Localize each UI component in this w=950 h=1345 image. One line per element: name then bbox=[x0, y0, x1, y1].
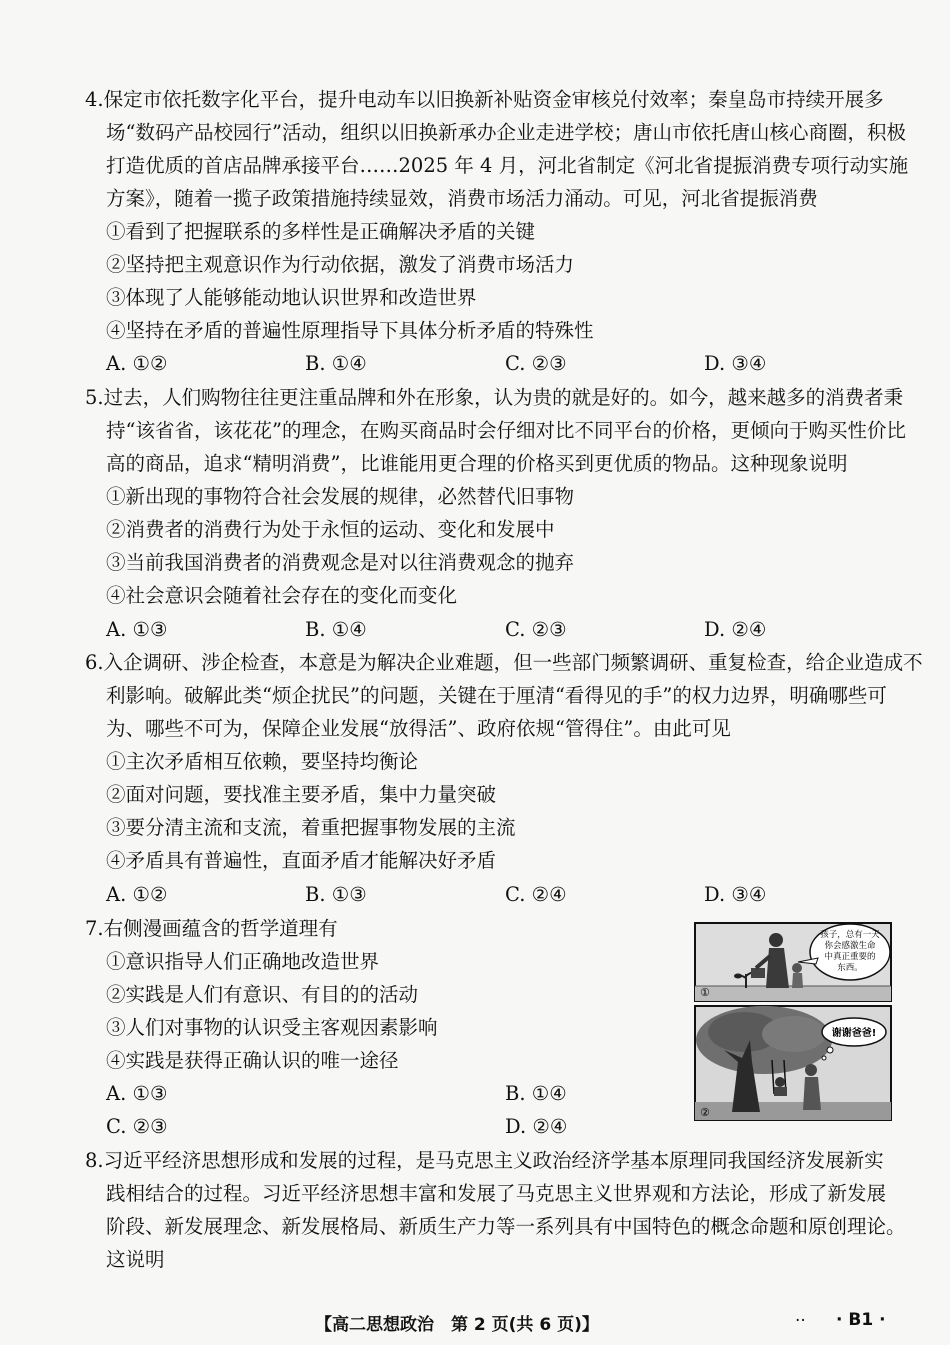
q4-choice-d: D. ③④ bbox=[704, 352, 767, 375]
comic-illustration bbox=[694, 922, 892, 1122]
q4-stem-line: 方案》，随着一揽子政策措施持续显效，消费市场活力涌动。可见，河北省提振消费 bbox=[106, 187, 818, 210]
q5-choice-a: A. ①③ bbox=[106, 618, 168, 641]
bubble-1-line: 你会感激生命 bbox=[824, 941, 876, 951]
q5-statement: ③当前我国消费者的消费观念是对以往消费观念的抛弃 bbox=[106, 551, 575, 574]
q6-statement: ②面对问题，要找准主要矛盾，集中力量突破 bbox=[106, 783, 497, 806]
q5-stem-line: 持“该省省，该花花”的理念，在购买商品时会仔细对比不同平台的价格，更倾向于购买性价比 bbox=[106, 419, 906, 442]
q5-choice-b: B. ①④ bbox=[305, 618, 367, 641]
q4-stem-line: 场“数码产品校园行”活动，组织以旧换新承办企业走进学校；唐山市依托唐山核心商圈，积极 bbox=[106, 121, 906, 144]
panel-1-label: ① bbox=[700, 986, 710, 999]
q8-stem-line: 这说明 bbox=[106, 1248, 165, 1271]
q7-statement: ②实践是人们有意识、有目的的活动 bbox=[106, 983, 419, 1006]
panel-2-label: ② bbox=[700, 1106, 710, 1119]
q4-statement: ③体现了人能够能动地认识世界和改造世界 bbox=[106, 286, 477, 309]
bubble-2-text: 谢谢爸爸! bbox=[831, 1028, 877, 1039]
q6-choice-b: B. ①③ bbox=[305, 883, 367, 906]
q7-choice-b: B. ①④ bbox=[505, 1082, 567, 1105]
footer-dots: .. bbox=[795, 1306, 806, 1326]
q8-stem-line: 8.习近平经济思想形成和发展的过程，是马克思主义政治经济学基本原理同我国经济发展新实 bbox=[85, 1149, 884, 1172]
q4-choice-b: B. ①④ bbox=[305, 352, 367, 375]
q5-choice-d: D. ②④ bbox=[704, 618, 767, 641]
q4-choice-a: A. ①② bbox=[106, 352, 168, 375]
q5-stem-line: 5.过去，人们购物往往更注重品牌和外在形象，认为贵的就是好的。如今，越来越多的消费者秉 bbox=[85, 386, 904, 409]
q6-stem-line: 6.入企调研、涉企检查，本意是为解决企业难题，但一些部门频繁调研、重复检查，给企业造成不 bbox=[85, 651, 923, 674]
q6-choice-a: A. ①② bbox=[106, 883, 168, 906]
bubble-1-line: 孩子，总有一天 bbox=[820, 930, 880, 940]
q6-statement: ①主次矛盾相互依赖，要坚持均衡论 bbox=[106, 750, 419, 773]
q7-statement: ④实践是获得正确认识的唯一途径 bbox=[106, 1049, 399, 1072]
q7-statement: ①意识指导人们正确地改造世界 bbox=[106, 950, 380, 973]
watering-can-icon bbox=[751, 968, 765, 978]
q6-choice-c: C. ②④ bbox=[505, 883, 567, 906]
q4-statement: ④坚持在矛盾的普遍性原理指导下具体分析矛盾的特殊性 bbox=[106, 319, 594, 342]
q4-choice-c: C. ②③ bbox=[505, 352, 567, 375]
q8-stem-line: 践相结合的过程。习近平经济思想丰富和发展了马克思主义世界观和方法论，形成了新发展 bbox=[106, 1182, 887, 1205]
comic-panel-2 bbox=[695, 1006, 891, 1120]
q6-choice-d: D. ③④ bbox=[704, 883, 767, 906]
bubble-1-line: 中真正重要的 bbox=[824, 952, 876, 962]
q5-statement: ①新出现的事物符合社会发展的规律，必然替代旧事物 bbox=[106, 485, 575, 508]
q7-statement: ③人们对事物的认识受主客观因素影响 bbox=[106, 1016, 438, 1039]
q6-stem-line: 为、哪些不可为，保障企业发展“放得活”、政府依规“管得住”。由此可见 bbox=[106, 717, 731, 740]
bubble-1-line: 东西。 bbox=[837, 963, 863, 973]
q8-stem-line: 阶段、新发展理念、新发展格局、新质生产力等一系列具有中国特色的概念命题和原创理论。 bbox=[106, 1215, 906, 1238]
q7-choice-d: D. ②④ bbox=[505, 1115, 568, 1138]
q7-stem-line: 7.右侧漫画蕴含的哲学道理有 bbox=[85, 917, 338, 940]
q4-stem-line: 4.保定市依托数字化平台，提升电动车以旧换新补贴资金审核兑付效率；秦皇岛市持续开展多 bbox=[85, 88, 884, 111]
q4-stem-line: 打造优质的首店品牌承接平台……2025 年 4 月，河北省制定《河北省提振消费专项行动实施 bbox=[106, 154, 909, 177]
q6-statement: ④矛盾具有普遍性，直面矛盾才能解决好矛盾 bbox=[106, 849, 497, 872]
q7-choice-c: C. ②③ bbox=[106, 1115, 168, 1138]
q6-stem-line: 利影响。破解此类“烦企扰民”的问题，关键在于厘清“看得见的手”的权力边界，明确哪些可 bbox=[106, 684, 887, 707]
q4-statement: ①看到了把握联系的多样性是正确解决矛盾的关键 bbox=[106, 220, 536, 243]
comic-panel-1 bbox=[695, 923, 891, 1001]
q5-choice-c: C. ②③ bbox=[505, 618, 567, 641]
footer-code: · B1 · bbox=[836, 1310, 886, 1330]
q7-choice-a: A. ①③ bbox=[106, 1082, 168, 1105]
q5-statement: ②消费者的消费行为处于永恒的运动、变化和发展中 bbox=[106, 518, 555, 541]
footer-title: 【高二思想政治 第 2 页(共 6 页)】 bbox=[315, 1315, 599, 1335]
q6-statement: ③要分清主流和支流，着重把握事物发展的主流 bbox=[106, 816, 516, 839]
q4-statement: ②坚持把主观意识作为行动依据，激发了消费市场活力 bbox=[106, 253, 575, 276]
q5-stem-line: 高的商品，追求“精明消费”，比谁能用更合理的价格买到更优质的物品。这种现象说明 bbox=[106, 452, 848, 475]
q5-statement: ④社会意识会随着社会存在的变化而变化 bbox=[106, 584, 458, 607]
